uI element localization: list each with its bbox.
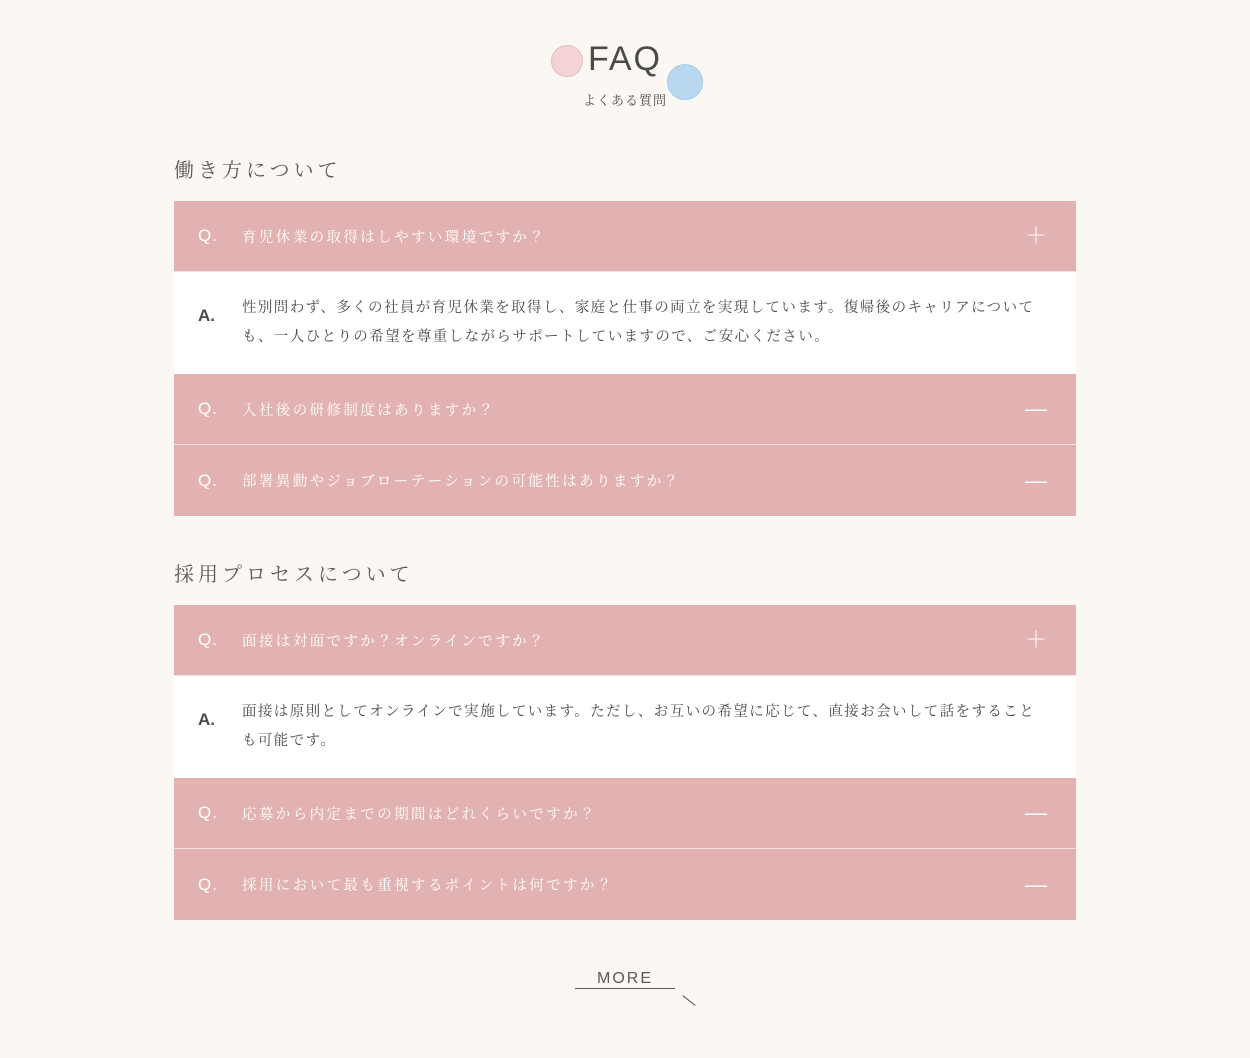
blue-circle-icon: [667, 64, 703, 100]
collapse-toggle-icon[interactable]: —: [1025, 800, 1047, 825]
faq-title-wrap: [583, 42, 667, 109]
accordion-working-style: [174, 201, 1076, 516]
question-text: 採用において最も重視するポイントは何ですか？: [242, 878, 614, 894]
question-mark-label: Q.: [198, 399, 218, 418]
question-mark-label: Q.: [198, 874, 218, 894]
expand-toggle-icon[interactable]: ＋: [1024, 627, 1047, 652]
collapse-toggle-icon[interactable]: —: [1025, 467, 1047, 493]
more-button[interactable]: [575, 970, 675, 999]
section-title-recruitment-process: 採用プロセスについて: [174, 564, 414, 586]
faq-content: [174, 154, 1076, 999]
answer-mark-label: A.: [198, 306, 215, 325]
faq-question-row[interactable]: [174, 201, 1076, 272]
faq-question-row[interactable]: [174, 849, 1076, 920]
faq-question-row[interactable]: [174, 374, 1076, 445]
question-mark-label: Q.: [198, 803, 218, 822]
answer-mark-label: A.: [198, 710, 215, 729]
question-mark-label: Q.: [198, 470, 218, 490]
faq-question-row[interactable]: [174, 445, 1076, 516]
pink-circle-icon: [551, 45, 583, 77]
more-button-wrap: [174, 970, 1076, 999]
page-subtitle: よくある質問: [582, 93, 667, 108]
question-text: 応募から内定までの期間はどれくらいですか？: [242, 806, 597, 823]
faq-question-row[interactable]: [174, 778, 1076, 849]
faq-answer-row: [174, 272, 1076, 374]
question-text: 面接は対面ですか？オンラインですか？: [242, 633, 546, 650]
expand-toggle-icon[interactable]: ＋: [1024, 223, 1047, 248]
section-title-working-style: 働き方について: [174, 160, 342, 182]
more-underline: [575, 988, 675, 989]
faq-answer-row: [174, 676, 1076, 778]
accordion-recruitment-process: [174, 605, 1076, 920]
more-label: MORE: [597, 970, 653, 987]
question-text: 部署異動やジョブローテーションの可能性はありますか？: [242, 474, 681, 490]
page-title: FAQ: [587, 40, 662, 78]
question-text: 育児休業の取得はしやすい環境ですか？: [242, 229, 547, 246]
answer-text: 面接は原則としてオンラインで実施しています。ただし、お互いの希望に応じて、直接お会いして話をすることも可能です。: [242, 704, 1036, 749]
question-text: 入社後の研修制度はありますか？: [242, 402, 496, 419]
collapse-toggle-icon[interactable]: —: [1025, 396, 1047, 421]
arrow-icon: [682, 995, 695, 1006]
collapse-toggle-icon[interactable]: —: [1025, 871, 1047, 897]
answer-text: 性別問わず、多くの社員が育児休業を取得し、家庭と仕事の両立を実現しています。復帰後のキャリアについても、一人ひとりの希望を尊重しながらサポートしていますので、ご安心ください。: [242, 300, 1035, 345]
faq-question-row[interactable]: [174, 605, 1076, 676]
question-mark-label: Q.: [198, 630, 218, 649]
faq-header: [0, 0, 1250, 110]
question-mark-label: Q.: [198, 226, 218, 245]
